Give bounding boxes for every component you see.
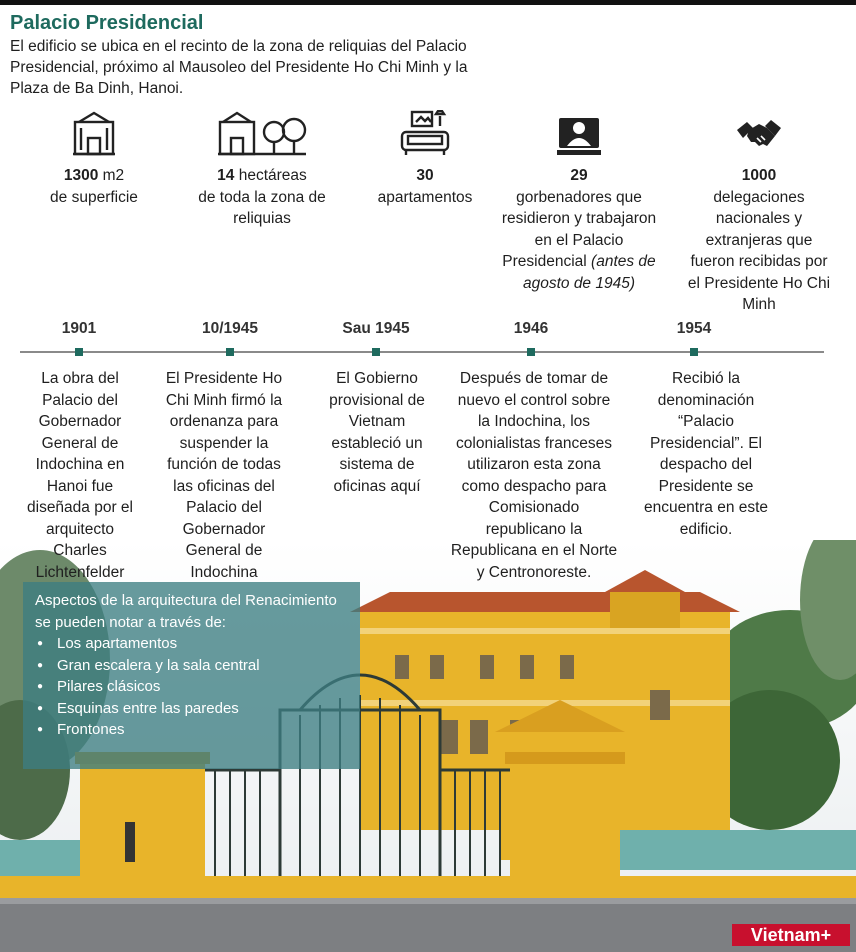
building-trees-icon xyxy=(196,108,328,160)
list-item: ● Gran escalera y la sala central xyxy=(57,655,348,677)
year-1954: 1954 xyxy=(676,320,712,337)
building-icon xyxy=(24,108,164,160)
stat-delegations xyxy=(684,108,834,316)
top-bar xyxy=(0,0,856,5)
stat-note: (antes de agosto de 1945) xyxy=(522,253,656,292)
list-item: ● Esquinas entre las paredes xyxy=(57,698,348,720)
list-item: ● Los apartamentos xyxy=(57,633,348,655)
stat-area: 14 hectáreas de toda la zona de reliquias xyxy=(196,108,328,230)
stat-number: 1300 xyxy=(63,167,99,184)
architecture-list xyxy=(35,633,348,741)
stat-label: de superficie xyxy=(50,188,138,206)
intro-text: El edificio se ubica en el recinto de la zona de reliquias del Palacio Presidencial, próximo al Mausoleo del Presidente Ho Chi Minh y la Plaza de Ba Dinh, Hanoi. xyxy=(10,38,468,97)
architecture-box xyxy=(23,582,360,769)
leader-icon xyxy=(494,108,664,160)
stat-number: 1000 xyxy=(741,167,777,184)
event-1901: La obra del Palacio del Gobernador General de Indochina en Hanoi fue diseñada por el arquitecto Charles Lichtenfelder xyxy=(27,370,133,581)
stat-number: 30 xyxy=(416,167,434,184)
year-10-1945: 10/1945 xyxy=(201,320,259,337)
timeline-dot xyxy=(527,348,535,356)
timeline-dot xyxy=(75,348,83,356)
event-1946: Después de tomar de nuevo el control sobre la Indochina, los colonialistas franceses utilizaron esta zona como despacho para Comisionado republicano la Republicana en el Norte y Centronoreste. xyxy=(450,370,618,581)
page-title: Palacio Presidencial xyxy=(10,12,204,34)
handshake-icon xyxy=(684,108,834,160)
timeline-dot xyxy=(690,348,698,356)
stat-governors xyxy=(494,108,664,294)
sofa-icon xyxy=(355,108,495,160)
list-item: ● Pilares clásicos xyxy=(57,676,348,698)
timeline-dot xyxy=(372,348,380,356)
stat-label: delegaciones nacionales y extranjeras que fueron recibidas por el Presidente Ho Chi Minh xyxy=(687,188,831,313)
list-item: ● Frontones xyxy=(57,719,348,741)
stat-surface: 1300 m2 de superficie xyxy=(24,108,164,208)
year-1901: 1901 xyxy=(61,320,97,337)
event-1954: Recibió la denominación “Palacio Presidencial”. El despacho del Presidente se encuentra en este edificio. xyxy=(643,370,769,538)
vietnamplus-logo[interactable]: Vietnam+ xyxy=(732,924,850,946)
stat-number: 14 xyxy=(217,167,235,184)
stat-label: de toda la zona de reliquias xyxy=(198,188,326,227)
architecture-intro: Aspectos de la arquitectura del Renacimiento se pueden notar a través de: xyxy=(35,592,337,631)
event-10-1945: El Presidente Ho Chi Minh firmó la ordenanza para suspender la función de todas las oficinas del Palacio del Gobernador General de Indochina xyxy=(165,370,283,581)
year-1946: 1946 xyxy=(513,320,549,337)
event-sau-1945: El Gobierno provisional de Vietnam estableció un sistema de oficinas aquí xyxy=(329,370,425,495)
stat-label: apartamentos xyxy=(377,188,473,206)
timeline-dot xyxy=(226,348,234,356)
timeline-line xyxy=(20,351,824,353)
year-sau-1945: Sau 1945 xyxy=(342,320,410,337)
stat-label: gorbenadores que residieron y trabajaron en el Palacio Presidencial xyxy=(501,188,657,270)
stat-number: 29 xyxy=(570,167,588,184)
stat-apartments xyxy=(355,108,495,208)
